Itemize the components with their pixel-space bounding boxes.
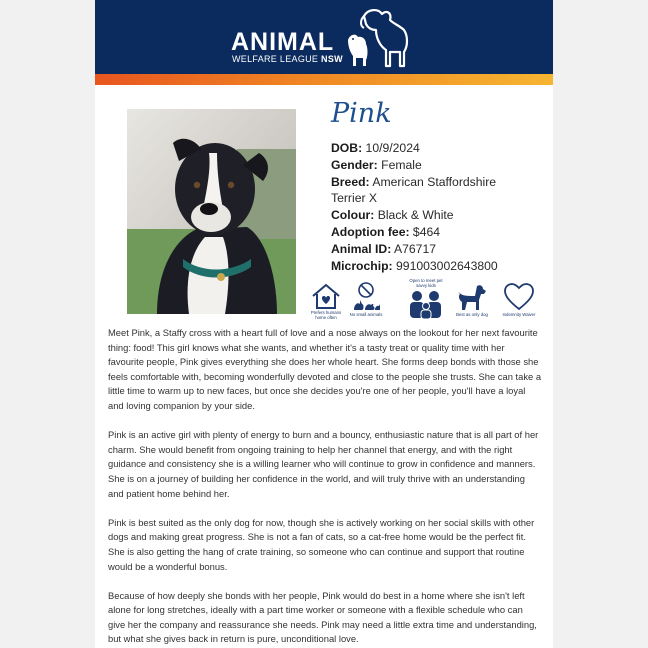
- gender-row: [331, 157, 531, 174]
- animal-id-value: A76717: [393, 241, 437, 256]
- animal-name: Pink: [331, 98, 392, 129]
- trait-caption: Open to meet pet savvy kids: [409, 278, 443, 288]
- adoption-profile-sheet: [95, 0, 553, 648]
- fee-row: [331, 224, 531, 241]
- colour-value: Black & White: [377, 208, 454, 223]
- description: [108, 326, 542, 648]
- trait-pet-savvy-kids: [403, 278, 449, 320]
- trait-icons: [307, 278, 547, 324]
- trait-no-small-animals: [347, 282, 385, 317]
- trait-only-dog: [453, 282, 491, 317]
- dog-photo: [127, 109, 296, 314]
- gender-value: Female: [381, 157, 422, 172]
- family-icon: [406, 288, 446, 320]
- trait-caption: Prefers humans home often: [310, 310, 342, 320]
- colour-label: Colour:: [331, 208, 375, 223]
- logo-sub-text: WELFARE LEAGUE: [232, 54, 322, 64]
- dob-label: DOB:: [331, 141, 363, 155]
- dog-photo-image: [127, 109, 296, 314]
- breed-value: American Staffordshire Terrier X: [331, 174, 497, 206]
- description-paragraph-4: Because of how deeply she bonds with her people, Pink would do best in a home where she isn't left alone for long stretches, ideally with a part time worker or someone with a flexible schedule who can give her the company and reassurance she needs. Pink may need a little extra time and understanding, but what she gives back in return is pure, unconditional love.: [108, 589, 537, 645]
- logo-subtitle: [232, 55, 343, 64]
- trait-caption: No small animals: [349, 312, 383, 317]
- trait-caption: Best as only dog: [456, 312, 488, 317]
- logo-dogs-icon: [342, 6, 422, 68]
- logo-wordmark: ANIMAL: [231, 28, 335, 56]
- description-paragraph-3: Pink is best suited as the only dog for now, though she is actively working on her social skills with other dogs and making great progress. She is not a fan of cats, so a cat-free home would be the perfect fit. She is also getting the hang of crate training, so someone who can continue and support that routine would be a wonderful bonus.: [108, 516, 535, 572]
- trait-indemnity-waiver: [499, 282, 539, 317]
- dog-icon: [455, 282, 489, 312]
- dob-row: [331, 140, 531, 157]
- microchip-label: Microchip:: [331, 258, 393, 273]
- description-paragraph-2: Pink is an active girl with plenty of energy to burn and a bouncy, enthusiastic nature that is all part of her charm. She would benefit from ongoing training to help her channel that energy, and with the right guidance and consistency she is a willing learner who will continue to grow in confidence and manners. She is on a journey of building her confidence in the world, and will truly thrive with an understanding and patient home behind her.: [108, 429, 539, 499]
- animal-id-label: Animal ID:: [331, 241, 392, 256]
- fee-label: Adoption fee:: [331, 224, 410, 239]
- microchip-value: 991003002643800: [396, 258, 498, 273]
- animal-id-row: [331, 241, 531, 258]
- dob-value: 10/9/2024: [365, 141, 420, 155]
- fee-value: $464: [412, 224, 441, 239]
- gender-label: Gender:: [331, 157, 378, 172]
- breed-label: Breed:: [331, 174, 370, 189]
- microchip-row: [331, 258, 531, 275]
- logo-sub-state: NSW: [321, 54, 343, 64]
- animal-details: [331, 140, 531, 274]
- breed-row: [331, 174, 531, 208]
- trait-caption: Indemnity Waiver: [502, 312, 536, 317]
- colour-row: [331, 207, 531, 224]
- heart-icon: [503, 282, 535, 312]
- header-stripe: [95, 74, 553, 85]
- no-small-animals-icon: [350, 282, 382, 312]
- house-heart-icon: [310, 282, 342, 310]
- header-banner: [95, 0, 553, 74]
- trait-prefers-humans: [307, 282, 345, 320]
- description-paragraph-1: Meet Pink, a Staffy cross with a heart full of love and a nose always on the lookout for her next favourite thing: food! This girl knows what she wants, and whether it's a tasty treat or quality time with her favourite people, Pink gives everything she does her whole heart. She forms deep bonds with those she feels comfortable with, becoming wonderfully devoted and close to the people she trusts. She can take a little time to warm up to new faces, but once she decides you're one of her people, you'll have a loyal and loving companion by your side.: [108, 327, 542, 411]
